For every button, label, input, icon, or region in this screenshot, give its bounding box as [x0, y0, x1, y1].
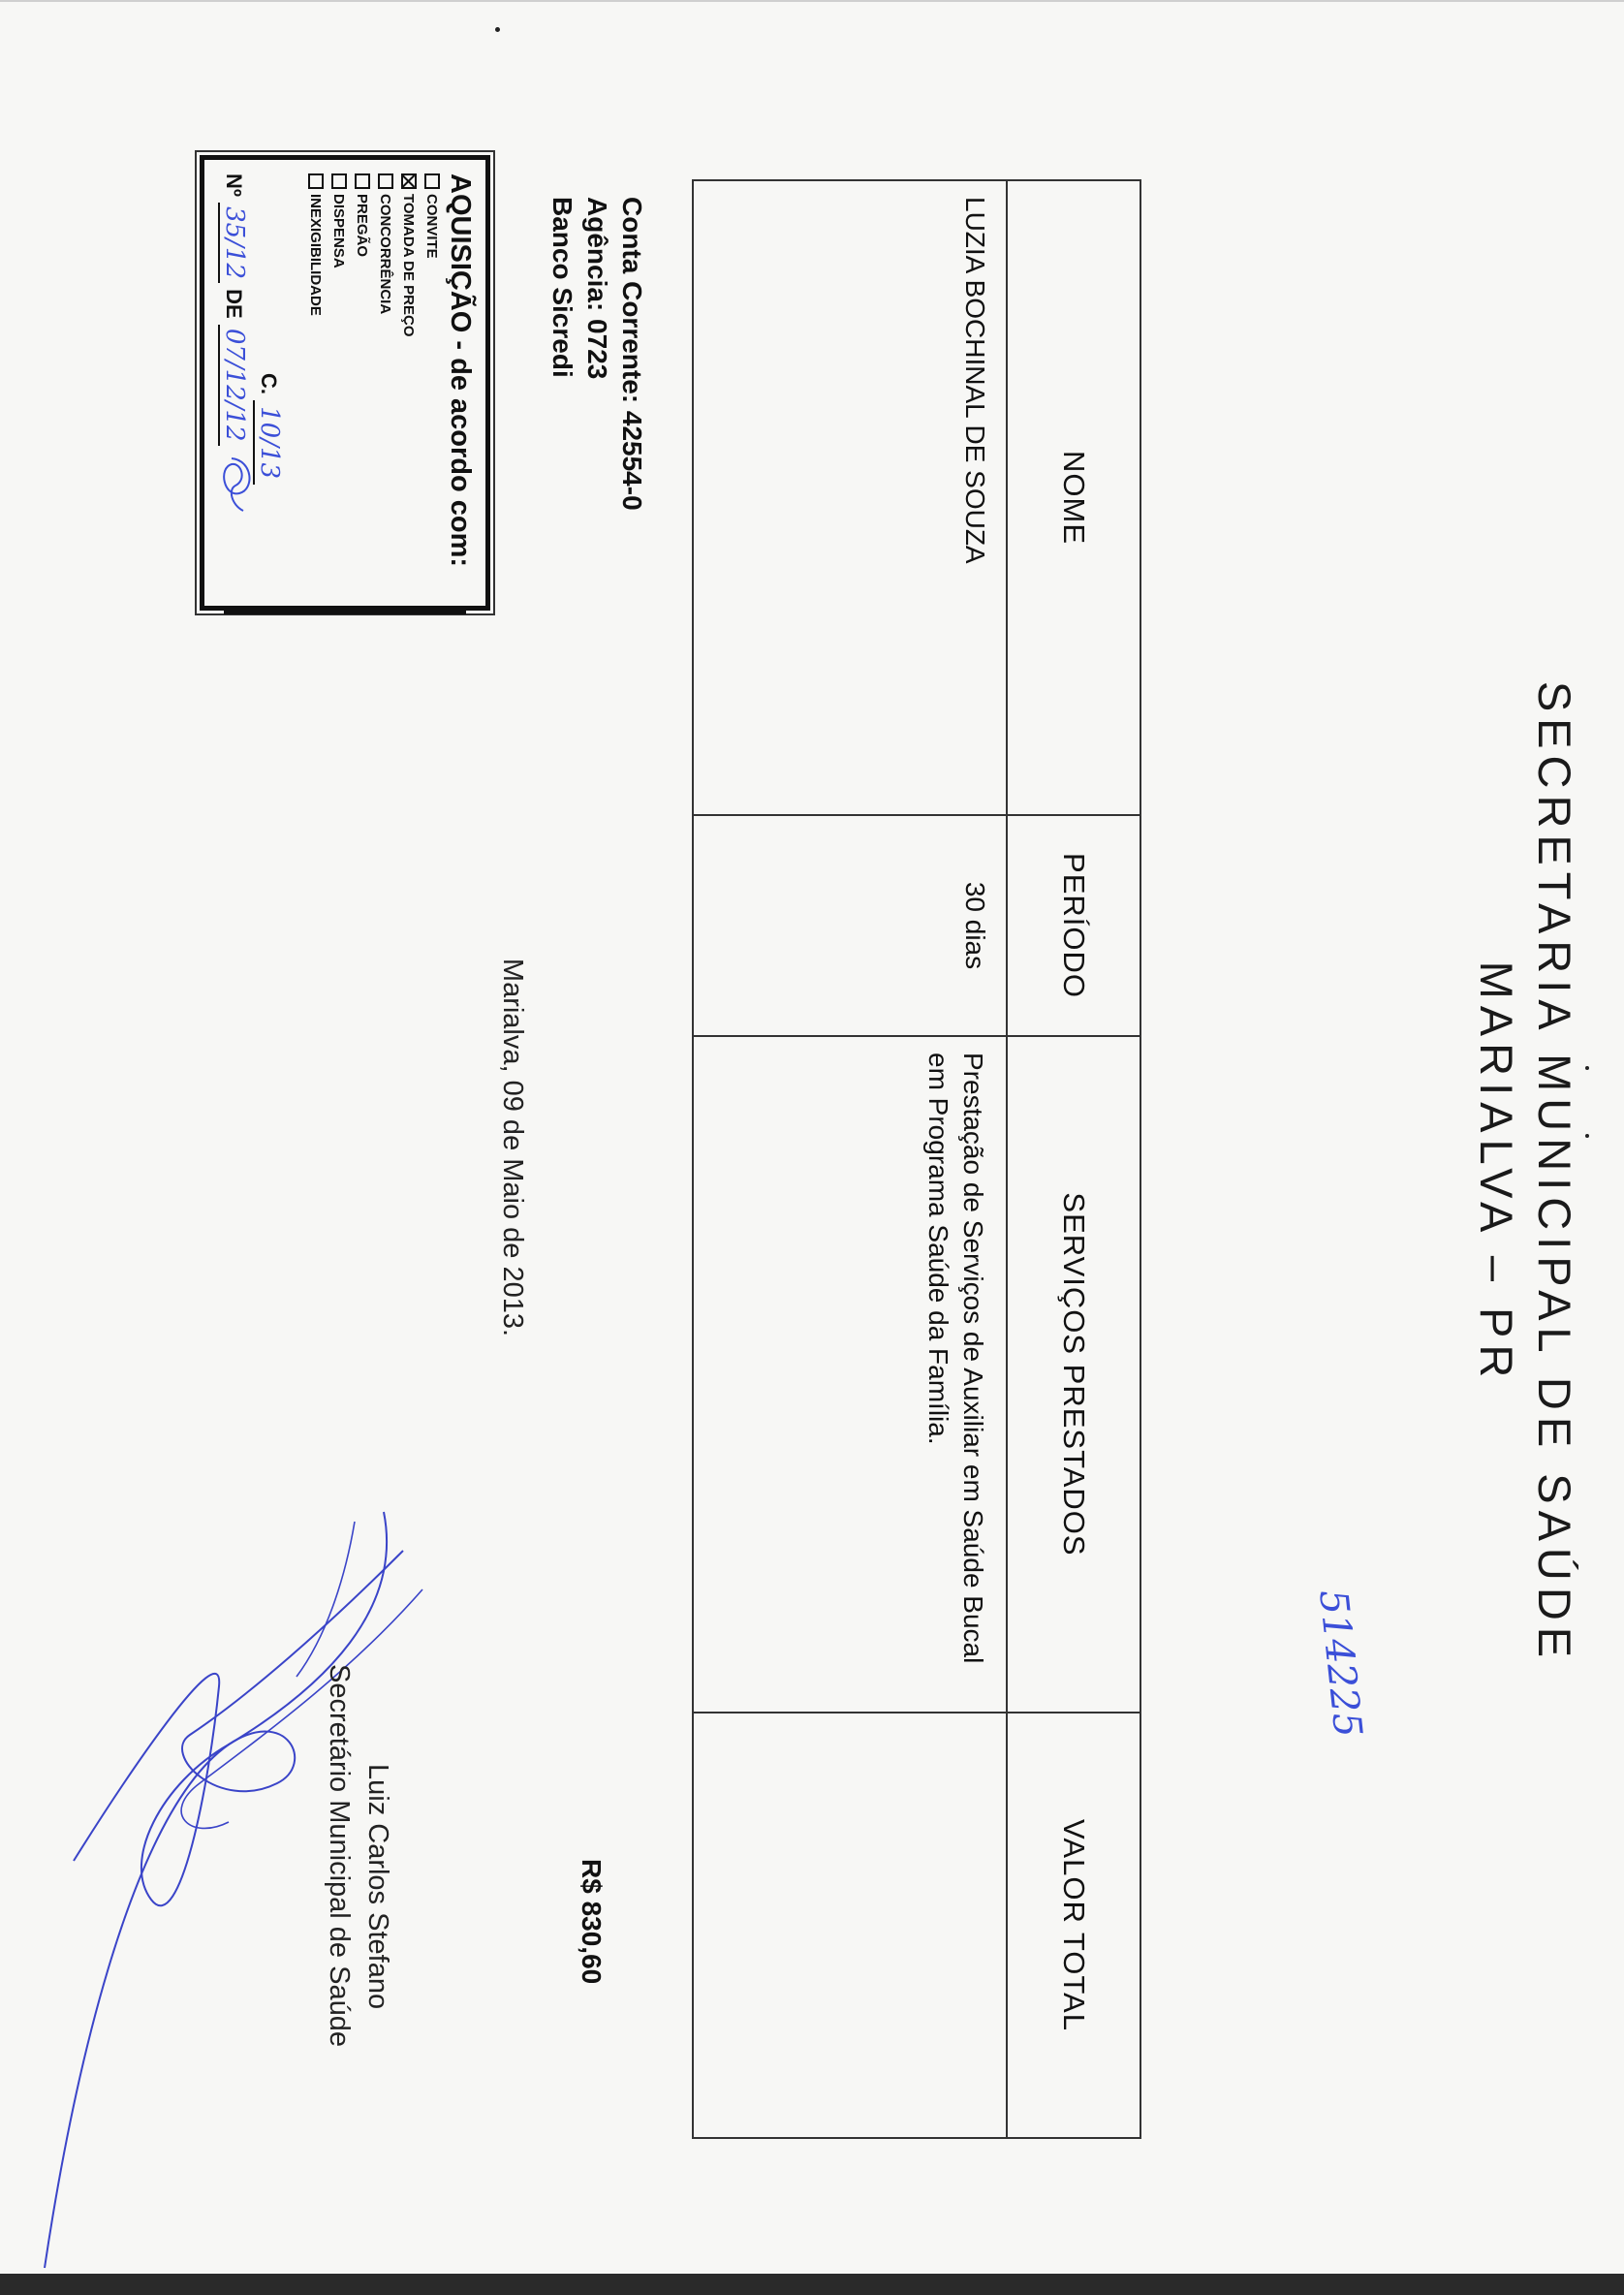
- stamp-option-label: CONVITE: [423, 194, 441, 259]
- stamp-option-label: CONCORRÊNCIA: [377, 194, 394, 315]
- stamp-option-label: INEXIGIBILIDADE: [307, 194, 325, 316]
- bank-account: Conta Corrente: 42554-0: [617, 197, 647, 511]
- checkbox-icon: [308, 173, 324, 189]
- cell-name: LUZIA BOCHINAL DE SOUZA: [693, 180, 1007, 815]
- stamp-option: [351, 173, 374, 592]
- stamp-option-label: TOMADA DE PREÇO: [400, 194, 418, 337]
- stamp-option: [421, 173, 444, 592]
- bank-agency: Agência: 0723: [582, 197, 612, 380]
- handwritten-protocol-number: 514225: [1310, 1588, 1370, 1740]
- stamp-option: [397, 173, 421, 592]
- scan-speck: [1585, 1134, 1589, 1138]
- place-date: Marialva, 09 de Maio de 2013.: [497, 958, 528, 1337]
- stamp-n-label: Nº: [222, 173, 246, 197]
- stamp-de-value: 07/12/12: [218, 325, 249, 446]
- stamp-de-label: DE: [222, 289, 246, 319]
- scan-edge-bottom: [0, 2274, 1624, 2295]
- checked-checkbox-icon: [401, 173, 417, 189]
- cell-service: Prestação de Serviços de Auxiliar em Saúde Bucal em Programa Saúde da Família.: [693, 1036, 1007, 1713]
- stamp-number-line: [220, 173, 249, 446]
- checkbox-icon: [424, 173, 440, 189]
- stamp-option: [304, 173, 328, 592]
- stamp-option: [328, 173, 351, 592]
- scan-speck: [1585, 1066, 1589, 1070]
- bank-name: Banco Sicredi: [547, 197, 578, 378]
- initials-scribble-icon: [212, 451, 261, 519]
- column-header-name: NOME: [1007, 180, 1140, 815]
- services-table: [692, 179, 1141, 2139]
- stamp-option-label: DISPENSA: [330, 194, 348, 268]
- header-subtitle: MARIALVA – PR: [1471, 960, 1522, 1385]
- cell-period: 30 dias: [693, 815, 1007, 1036]
- column-header-total: VALOR TOTAL: [1007, 1713, 1140, 2138]
- checkbox-icon: [331, 173, 347, 189]
- stamp-c-value: 10/13: [253, 400, 284, 485]
- column-header-services: SERVIÇOS PRESTADOS: [1007, 1036, 1140, 1713]
- header-title: SECRETARIA MUNICIPAL DE SAÚDE: [1529, 680, 1580, 1665]
- checkbox-icon: [378, 173, 393, 189]
- stamp-n-value: 35/12: [218, 203, 249, 283]
- column-header-period: PERÍODO: [1007, 815, 1140, 1036]
- cell-value-empty: [693, 1713, 1007, 2138]
- scan-speck: [495, 27, 500, 32]
- table-row: [693, 180, 1007, 2138]
- acquisition-stamp: [200, 155, 490, 611]
- checkbox-icon: [355, 173, 370, 189]
- stamp-title: AQUISIÇÃO - de acordo com:: [445, 173, 476, 568]
- stamp-option: [374, 173, 397, 592]
- signatory-role: Secretário Municipal de Saúde: [324, 1664, 355, 2047]
- bank-details: [545, 197, 649, 511]
- signatory-name: Luiz Carlos Stefano: [362, 1764, 393, 2010]
- stamp-option-label: PREGÃO: [354, 194, 371, 258]
- stamp-c-label: C.: [257, 373, 281, 394]
- stamp-bar: [224, 611, 466, 614]
- table-header-row: [1007, 180, 1140, 2138]
- total-value: R$ 830,60: [577, 1859, 607, 1985]
